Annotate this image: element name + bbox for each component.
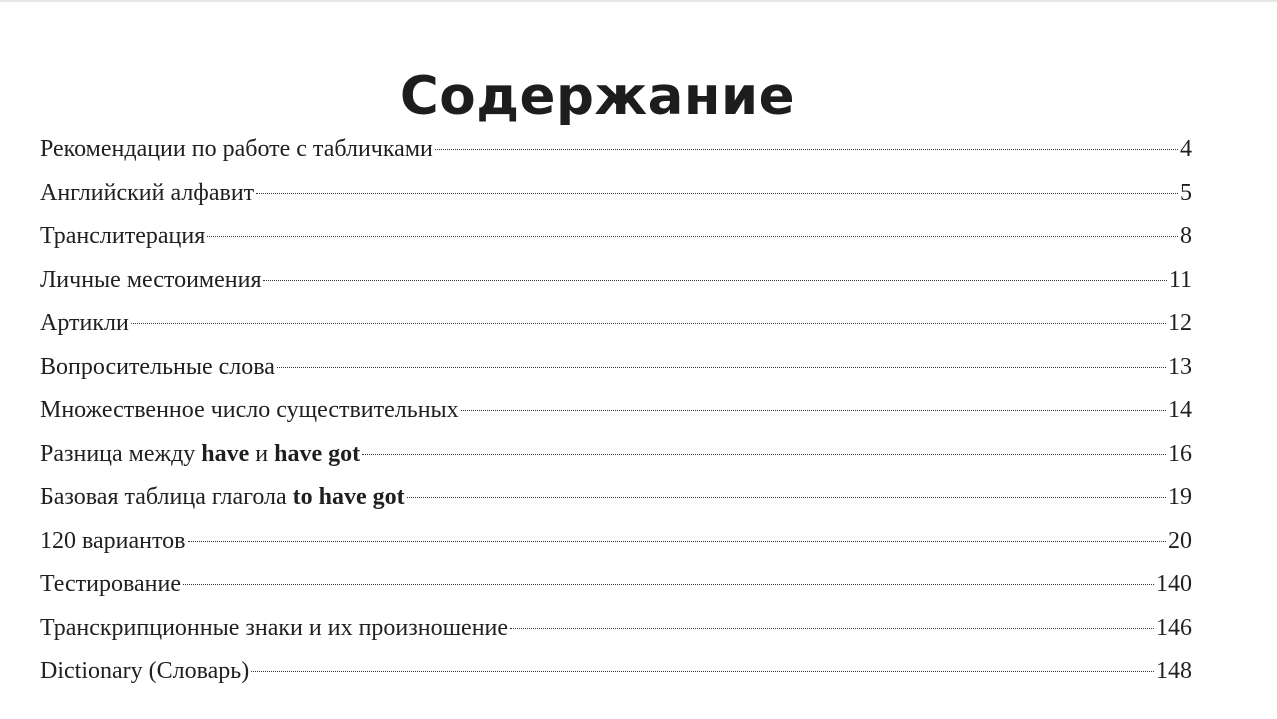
toc-entry-page-number: 16 — [1168, 440, 1192, 467]
toc-entry[interactable] — [40, 346, 1192, 390]
toc-entry[interactable] — [40, 607, 1192, 651]
toc-entry-title-part: Транслитерация — [40, 223, 206, 249]
toc-entry-title — [40, 650, 249, 694]
toc-entry-page-number: 11 — [1168, 266, 1192, 293]
toc-entry-title-part: Рекомендации по работе с табличками — [40, 136, 433, 162]
dot-leader — [183, 584, 1154, 585]
dot-leader — [407, 497, 1166, 498]
toc-entry-title-part: Английский алфавит — [40, 179, 255, 206]
toc-entry[interactable] — [40, 563, 1192, 607]
toc-entry[interactable] — [40, 650, 1192, 694]
dot-leader — [263, 280, 1166, 281]
toc-entry-title — [40, 172, 254, 216]
dot-leader — [461, 410, 1166, 411]
toc-entry-title — [40, 563, 181, 607]
toc-entry-page-number: 4 — [1180, 136, 1192, 162]
dot-leader — [362, 454, 1166, 455]
toc-entry-page-number: 148 — [1156, 658, 1192, 684]
toc-entry[interactable] — [40, 172, 1192, 216]
toc-entry-title-part: Базовая таблица глагола — [40, 484, 293, 510]
toc-entry-title-part: и — [249, 440, 275, 467]
toc-entry-title-bold-part: have — [201, 440, 250, 467]
toc-entry[interactable] — [40, 128, 1192, 172]
toc-entry-title-part: Разница между — [40, 440, 202, 467]
dot-leader — [277, 367, 1166, 368]
toc-entry[interactable] — [40, 520, 1192, 564]
toc-entry[interactable] — [40, 389, 1192, 433]
dot-leader — [251, 671, 1154, 672]
toc-entry-title-part: Транскрипционные знаки и их произношение — [40, 614, 509, 641]
toc-entry[interactable] — [40, 433, 1192, 477]
toc-entry-page-number: 140 — [1156, 571, 1192, 597]
toc-entry-page-number: 146 — [1156, 614, 1192, 641]
toc-entry-title-part: Множественное число существительных — [40, 397, 459, 423]
toc-entry-title — [40, 433, 360, 477]
toc-entry-title-part: Dictionary (Словарь) — [40, 658, 250, 684]
toc-entry-page-number: 8 — [1180, 223, 1192, 249]
dot-leader — [510, 628, 1154, 629]
toc-entry-title-part: Вопросительные слова — [40, 353, 275, 380]
toc-entry-page-number: 19 — [1168, 484, 1192, 510]
toc-entry-title — [40, 520, 186, 564]
dot-leader — [435, 149, 1178, 150]
toc-entry-page-number: 5 — [1180, 179, 1192, 206]
table-of-contents — [40, 128, 1192, 694]
dot-leader — [207, 236, 1178, 237]
toc-entry-title — [40, 302, 129, 346]
toc-entry-title — [40, 128, 433, 172]
toc-entry-title — [40, 607, 508, 651]
toc-entry-title-part: Артикли — [40, 310, 129, 336]
toc-entry-page-number: 20 — [1168, 527, 1192, 554]
page-title: Содержание — [399, 65, 796, 127]
toc-entry-title-bold-part: have got — [274, 440, 361, 467]
toc-entry[interactable] — [40, 215, 1192, 259]
toc-entry-page-number: 14 — [1168, 397, 1192, 423]
top-border — [0, 0, 1277, 2]
toc-entry[interactable] — [40, 476, 1192, 520]
toc-entry-title-bold-part: to have got — [292, 484, 405, 510]
toc-entry-title-part: Тестирование — [40, 571, 181, 597]
toc-entry-title-part: 120 вариантов — [40, 527, 186, 554]
dot-leader — [131, 323, 1166, 324]
toc-entry-title — [40, 215, 205, 259]
toc-entry-page-number: 12 — [1168, 310, 1192, 336]
toc-entry-title — [40, 259, 261, 303]
toc-entry-page-number: 13 — [1168, 353, 1192, 380]
toc-entry-title — [40, 476, 405, 520]
toc-entry[interactable] — [40, 302, 1192, 346]
toc-entry[interactable] — [40, 259, 1192, 303]
toc-entry-title-part: Личные местоимения — [40, 266, 262, 293]
dot-leader — [188, 541, 1166, 542]
toc-entry-title — [40, 389, 459, 433]
dot-leader — [256, 193, 1178, 194]
toc-entry-title — [40, 346, 275, 390]
